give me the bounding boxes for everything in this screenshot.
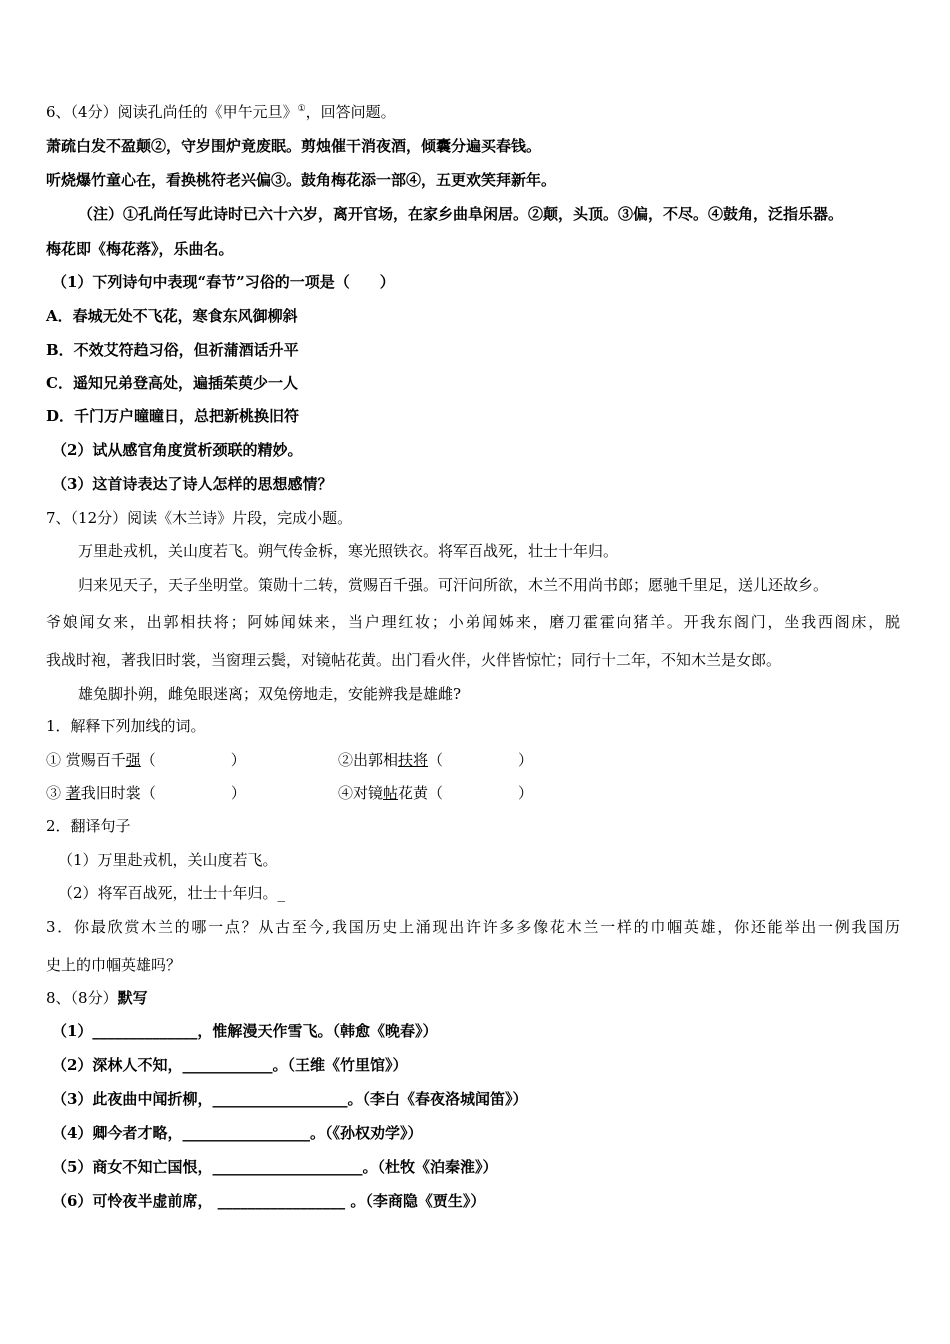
q7-word-4-blank: （ ）	[428, 784, 534, 802]
q7-passage-1: 万里赴戎机，关山度若飞。朔气传金柝，寒光照铁衣。将军百战死，壮士十年归。	[78, 542, 619, 560]
q7-task-1: 1．解释下列加线的词。	[46, 717, 206, 735]
q7-translate-2: （2）将军百战死，壮士十年归。_	[58, 884, 286, 902]
q7-word-row-1	[46, 750, 534, 770]
q6-poem-line-1: 萧疏白发不盈颠②，守岁围炉竟废眠。剪烛催干消夜酒，倾囊分遍买春钱。	[46, 137, 542, 155]
q8-item-3: （3）此夜曲中闻折柳，__________________。（李白《春夜洛城闻笛》）	[52, 1090, 528, 1108]
q7-passage-2-line-1: 归来见天子，天子坐明堂。策勋十二转，赏赐百千强。可汗问所欲，木兰不用尚书郎；愿驰千里足，送儿还故乡。	[78, 576, 829, 594]
q7-word-4-underlined: 帖	[383, 784, 399, 802]
q7-word-3-underlined: 著	[65, 784, 81, 802]
q6-option-b: B．不效艾符趋习俗，但祈蒲酒话升平	[46, 341, 299, 359]
q8-item-2: （2）深林人不知，____________。（王维《竹里馆》）	[52, 1056, 408, 1074]
q6-option-a: A．春城无处不飞花，寒食东风御柳斜	[46, 307, 298, 325]
q6-note-line-1: （注）①孔尚任写此诗时已六十六岁，离开官场，在家乡曲阜闲居。②颠，头顶。③偏，不尽。④鼓角，泛指乐器。	[78, 205, 844, 223]
q7-task-2: 2．翻译句子	[46, 817, 131, 835]
q7-word-2: ②出郭相扶将（ ）	[338, 751, 534, 769]
q7-word-3: ③ 著我旧时裳（ ）	[46, 784, 246, 802]
q7-word-4: ④对镜帖花黄（ ）	[338, 784, 534, 802]
q7-word-1: ① 赏赐百千强（ ）	[46, 751, 246, 769]
q8-header	[46, 988, 148, 1008]
q8-item-4: （4）卿今者才略，_________________。（《孙权劝学》）	[52, 1124, 423, 1142]
q7-header: 7、（12分）阅读《木兰诗》片段，完成小题。	[46, 509, 353, 527]
q6-sub-question-2: （2）试从感官角度赏析颈联的精妙。	[52, 441, 303, 459]
q6-header	[46, 102, 396, 122]
q7-task-3-line-1: 3．你最欣赏木兰的哪一点？从古至今,我国历史上涌现出许许多多像花木兰一样的巾帼英雄，你还能举出一例我国历	[46, 918, 900, 936]
q8-item-5: （5）商女不知亡国恨，____________________。（杜牧《泊秦淮》）	[52, 1158, 498, 1176]
q7-word-1-underlined: 强	[125, 751, 141, 769]
q6-sub-question-3: （3）这首诗表达了诗人怎样的思想感情？	[52, 475, 333, 493]
q7-word-2-underlined: 扶将	[398, 751, 429, 769]
q8-item-1: （1）______________，惟解漫天作雪飞。（韩愈《晚春》）	[52, 1022, 438, 1040]
q8-header-title: 默写	[117, 989, 148, 1007]
q7-word-1-blank: （ ）	[140, 751, 246, 769]
q6-sub-question-1: （1）下列诗句中表现“春节”习俗的一项是（ ）	[52, 273, 395, 291]
q7-word-2-blank: （ ）	[428, 751, 534, 769]
q7-passage-2-line-2: 爷娘闻女来，出郭相扶将；阿姊闻妹来，当户理红妆；小弟闻姊来，磨刀霍霍向猪羊。开我东阁门，坐我西阁床，脱	[46, 613, 900, 631]
q6-option-d: D．千门万户曈曈日，总把新桃换旧符	[46, 407, 300, 425]
q7-word-row-2	[46, 783, 534, 803]
q7-passage-3: 雄兔脚扑朔，雌兔眼迷离；双兔傍地走，安能辨我是雄雌?	[78, 685, 462, 703]
q6-note-line-2: 梅花即《梅花落》，乐曲名。	[46, 240, 234, 258]
q6-option-c: C．遥知兄弟登高处，遍插茱萸少一人	[46, 374, 298, 392]
q7-task-3-line-2: 史上的巾帼英雄吗？	[46, 956, 182, 974]
q7-passage-2-line-3: 我战时袍，著我旧时裳，当窗理云鬓，对镜帖花黄。出门看火伴，火伴皆惊忙；同行十二年，不知木兰是女郎。	[46, 651, 782, 669]
q7-word-3-blank: （ ）	[140, 784, 246, 802]
q6-header-tail: ，回答问题。	[305, 103, 396, 121]
q7-translate-1: （1）万里赴戎机，关山度若飞。	[58, 851, 278, 869]
q6-header-text: 6、（4分）阅读孔尚任的《甲午元旦》	[46, 103, 298, 121]
q6-poem-line-2: 听烧爆竹童心在，看换桃符老兴偏③。鼓角梅花添一部④，五更欢笑拜新年。	[46, 171, 557, 189]
q6-note-mark: ①	[297, 104, 306, 114]
q8-header-score: 8、（8分）	[46, 989, 118, 1007]
q8-item-6: （6）可怜夜半虚前席， _________________ 。（李商隐《贾生》）	[52, 1192, 486, 1210]
